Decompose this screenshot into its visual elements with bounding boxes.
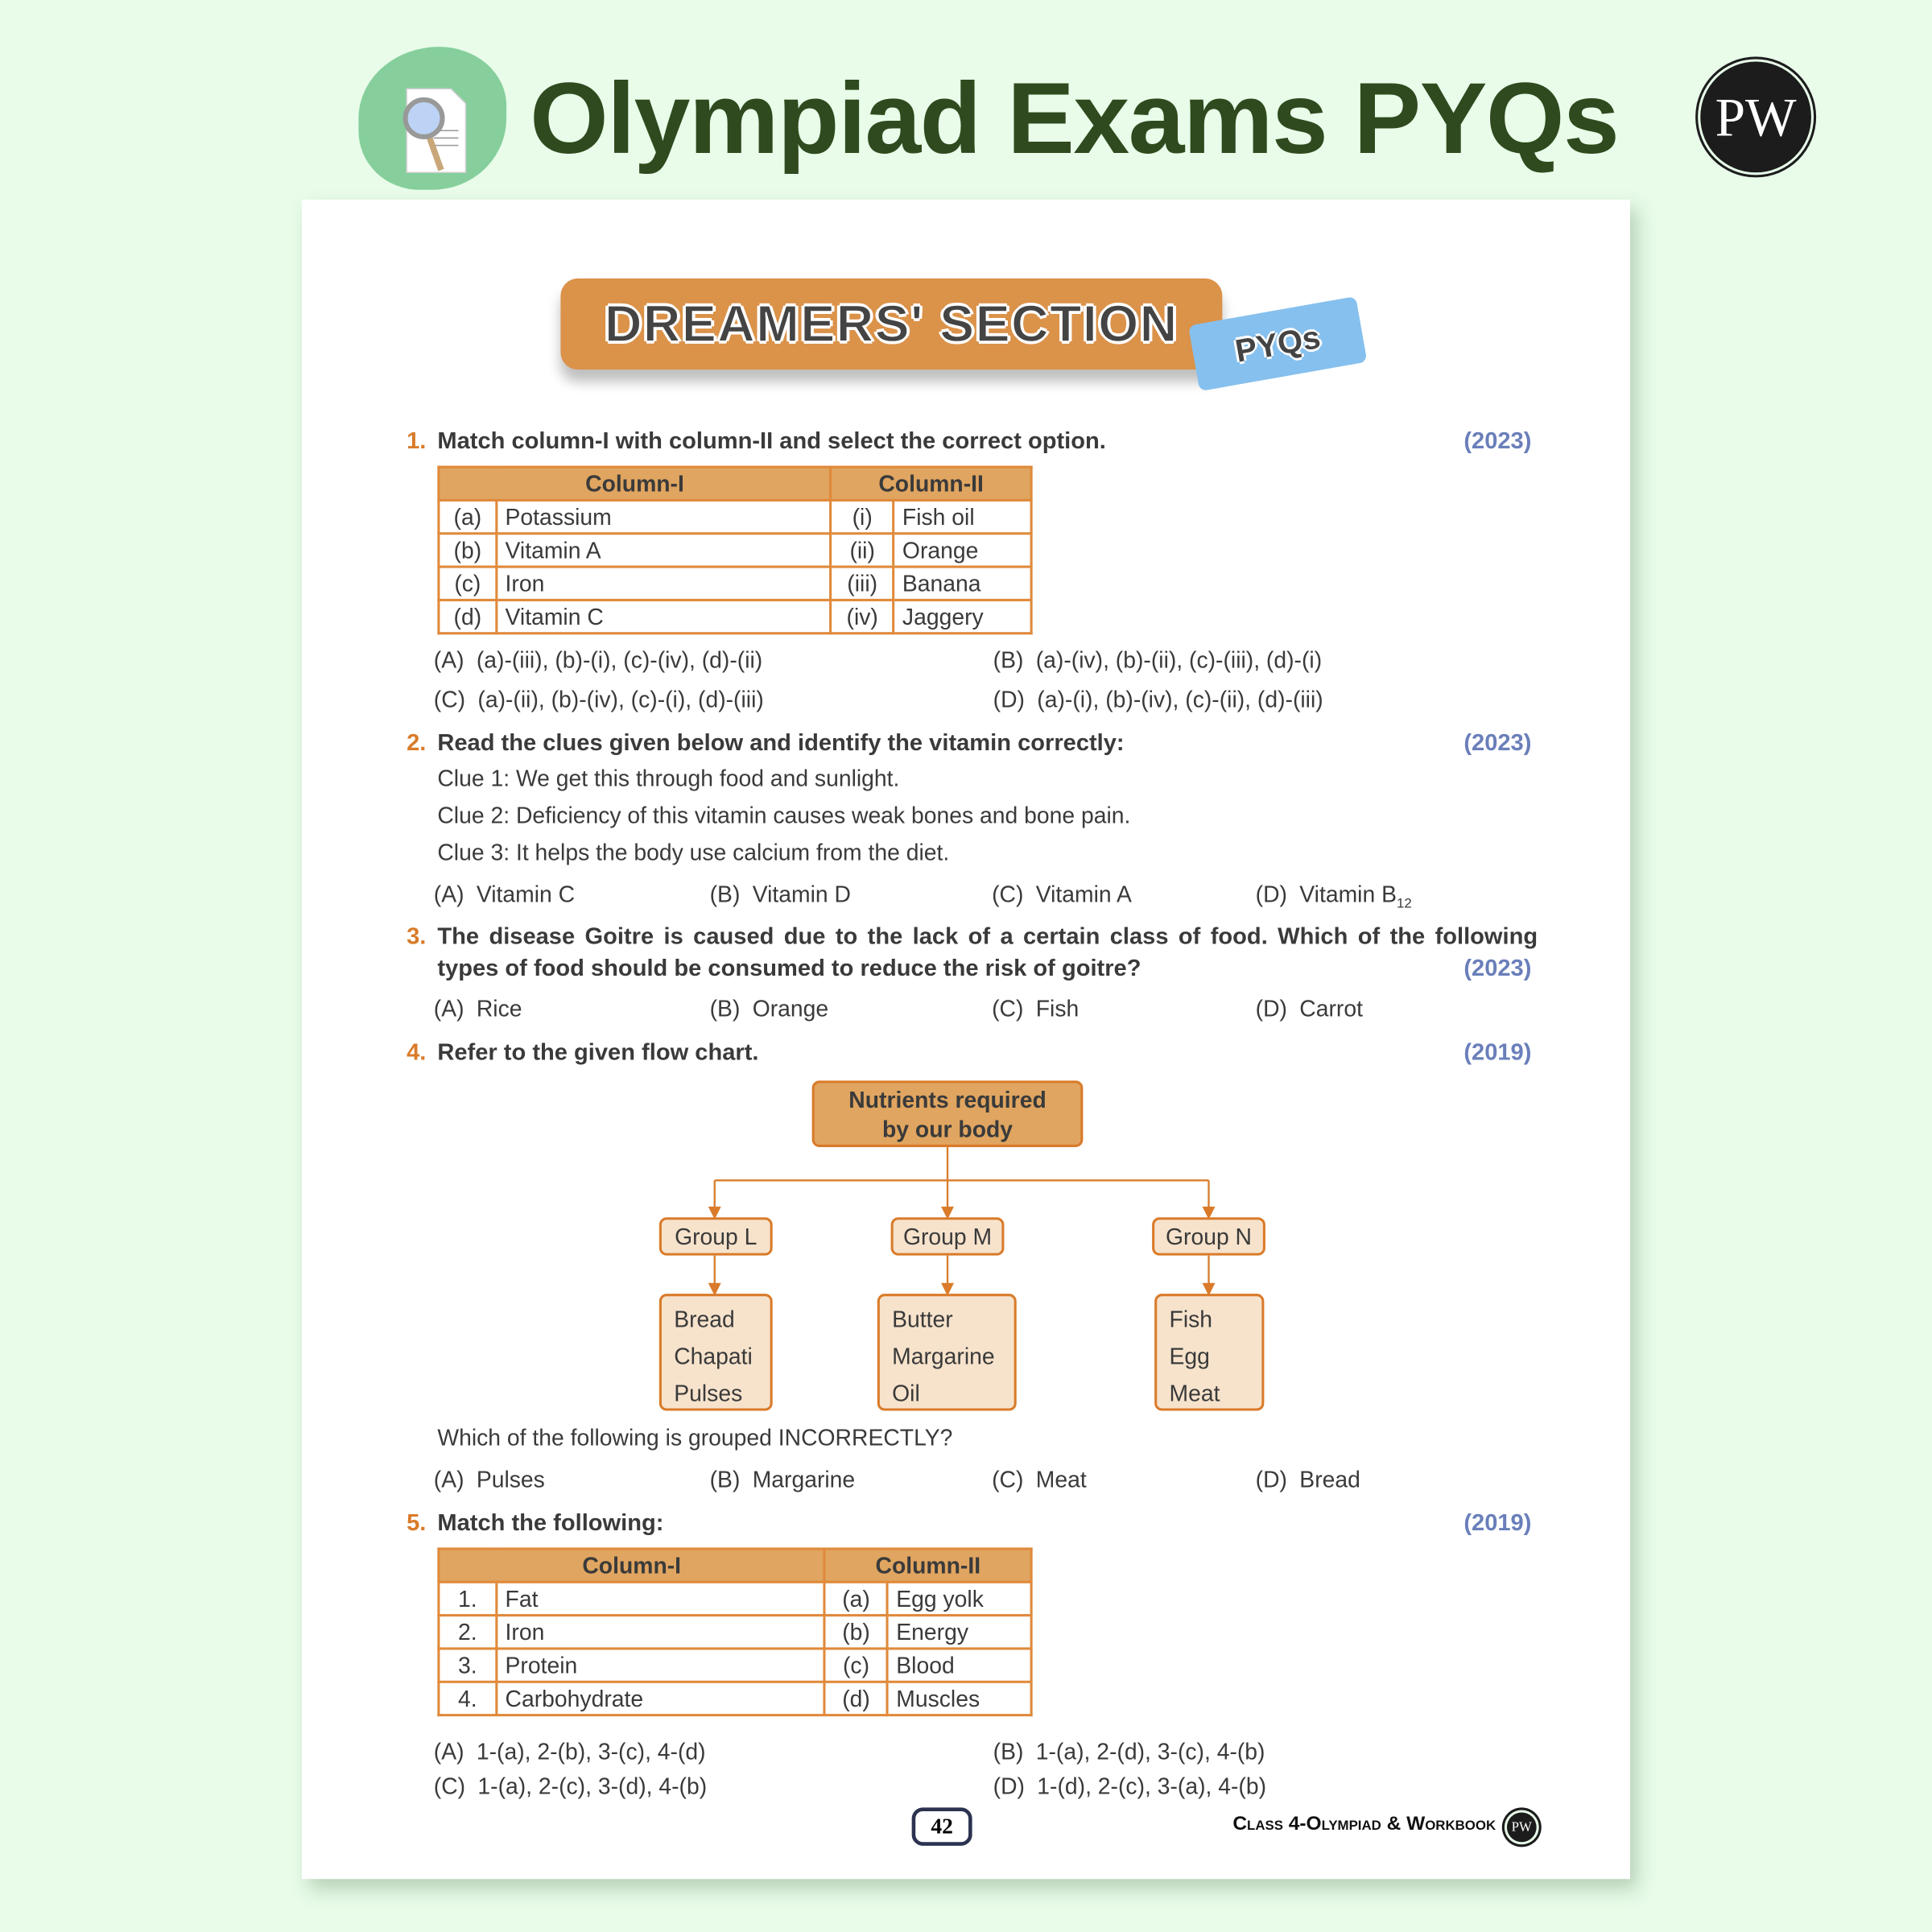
question-year: (2023) (1463, 956, 1532, 982)
table-cell: Potassium (497, 500, 831, 533)
option-c[interactable] (992, 996, 1079, 1023)
option-letter: (C) (992, 881, 1024, 907)
option-text: 1-(a), 2-(c), 3-(d), 4-(b) (477, 1773, 708, 1799)
option-b[interactable] (710, 1466, 856, 1493)
flow-item: Butter (892, 1306, 953, 1332)
option-text: (a)-(ii), (b)-(iv), (c)-(i), (d)-(iii) (477, 686, 764, 712)
option-letter: (A) (433, 646, 464, 673)
table-cell: Egg yolk (888, 1582, 1032, 1615)
option-letter: (A) (433, 1466, 464, 1492)
table-row (439, 500, 1031, 533)
option-letter: (D) (1255, 1466, 1287, 1492)
question-number: 3. (407, 923, 427, 951)
table-cell: Energy (888, 1616, 1032, 1649)
flow-items (1154, 1294, 1264, 1410)
column-header: Column-II (831, 467, 1031, 500)
flow-group: Group M (891, 1217, 1005, 1255)
flow-item: Fish (1169, 1306, 1213, 1332)
book-title: Class 4-Olympiad & Workbook (1232, 1814, 1496, 1835)
option-text: Rice (476, 995, 522, 1022)
question-number: 4. (407, 1039, 427, 1066)
table-cell: (i) (831, 500, 894, 533)
table-row (439, 1649, 1031, 1682)
pw-logo (1700, 62, 1811, 173)
match-table (437, 466, 1032, 635)
option-c[interactable] (992, 1466, 1087, 1493)
option-letter: (A) (433, 1738, 464, 1765)
table-header-row (439, 1549, 1031, 1582)
option-d[interactable] (993, 687, 1323, 714)
option-d[interactable] (1256, 1466, 1360, 1493)
flow-item: Pulses (674, 1380, 743, 1406)
option-text: Bread (1299, 1466, 1360, 1492)
flow-item: Oil (892, 1380, 920, 1406)
question-text: Read the clues given below and identify the vitamin correctly: (437, 730, 1125, 757)
option-b[interactable] (710, 996, 829, 1023)
table-cell: (b) (439, 534, 497, 567)
option-text: Margarine (752, 1466, 856, 1492)
table-cell: (iv) (831, 600, 894, 633)
table-cell: (c) (824, 1649, 887, 1682)
option-letter: (C) (992, 995, 1024, 1022)
table-cell: Muscles (888, 1682, 1032, 1715)
section-banner (560, 279, 1222, 369)
table-cell: (c) (439, 567, 497, 600)
column-header: Column-I (439, 467, 831, 500)
option-text: (a)-(iv), (b)-(ii), (c)-(iii), (d)-(i) (1035, 646, 1323, 673)
question-number: 1. (407, 428, 427, 455)
question-text: types of food should be consumed to reduce the risk of goitre? (437, 956, 1141, 982)
page-number: 42 (912, 1807, 972, 1845)
column-header: Column-I (439, 1549, 825, 1582)
option-letter: (B) (709, 995, 741, 1022)
option-text: Vitamin D (752, 881, 851, 907)
table-cell: (iii) (831, 567, 894, 600)
footer-logo-text: PW (1511, 1819, 1532, 1835)
question-prompt: Which of the following is grouped INCORRECTLY? (437, 1424, 953, 1451)
question-text: Refer to the given flow chart. (437, 1039, 759, 1066)
flow-item: Meat (1169, 1380, 1220, 1406)
table-cell: (ii) (831, 534, 894, 567)
option-letter: (B) (993, 1738, 1024, 1765)
table-cell: Vitamin A (497, 534, 831, 567)
table-cell: (d) (439, 600, 497, 633)
option-text: (a)-(iii), (b)-(i), (c)-(iv), (d)-(ii) (476, 646, 763, 673)
table-cell: Iron (497, 1616, 825, 1649)
table-cell: Carbohydrate (497, 1682, 825, 1715)
subscript: 12 (1396, 896, 1412, 912)
table-row (439, 1582, 1031, 1615)
option-a[interactable] (434, 996, 522, 1023)
option-a[interactable] (434, 1466, 545, 1493)
question-text: Match the following: (437, 1510, 664, 1537)
option-letter: (D) (993, 1773, 1025, 1799)
table-row (439, 567, 1031, 600)
question-year: (2019) (1463, 1510, 1532, 1537)
option-text: Vitamin B (1299, 881, 1397, 907)
clue: Clue 1: We get this through food and sunlight. (437, 765, 900, 791)
table-cell: Iron (497, 567, 831, 600)
option-letter: (A) (433, 995, 464, 1022)
question-year: (2023) (1463, 428, 1532, 455)
option-text: Orange (752, 995, 829, 1022)
option-text: 1-(d), 2-(c), 3-(a), 4-(b) (1037, 1773, 1267, 1799)
flow-item: Bread (674, 1306, 735, 1332)
table-cell: 2. (439, 1616, 497, 1649)
option-text: Carrot (1299, 995, 1363, 1022)
option-d[interactable] (1256, 996, 1363, 1023)
question-text: The disease Goitre is caused due to the lack of a certain class of food. Which of the following (437, 923, 1538, 951)
question-year: (2019) (1463, 1039, 1532, 1066)
option-text: Vitamin A (1035, 881, 1132, 907)
clue: Clue 3: It helps the body use calcium from the diet. (437, 839, 950, 865)
table-row (439, 600, 1031, 633)
table-row (439, 534, 1031, 567)
table-cell: 3. (439, 1649, 497, 1682)
clue: Clue 2: Deficiency of this vitamin causes weak bones and bone pain. (437, 802, 1131, 828)
option-letter: (B) (993, 646, 1024, 673)
document-magnifier-icon (397, 86, 478, 175)
question-number: 2. (407, 730, 427, 757)
table-cell: Blood (888, 1649, 1032, 1682)
table-cell: 4. (439, 1682, 497, 1715)
table-cell: (a) (824, 1582, 887, 1615)
option-a[interactable] (434, 1739, 706, 1766)
flow-root (812, 1080, 1084, 1147)
table-cell: 1. (439, 1582, 497, 1615)
question-text: Match column-I with column-II and select the correct option. (437, 428, 1106, 455)
option-c[interactable] (992, 881, 1132, 908)
table-cell: Fish oil (894, 500, 1031, 533)
option-text: Meat (1035, 1466, 1087, 1492)
banner-title: DREAMERS' SECTION (604, 294, 1179, 353)
option-text: 1-(a), 2-(b), 3-(c), 4-(d) (476, 1738, 706, 1765)
option-letter: (B) (709, 881, 741, 907)
flow-items (877, 1294, 1017, 1410)
option-letter: (D) (1255, 881, 1287, 907)
option-text: 1-(a), 2-(d), 3-(c), 4-(b) (1035, 1738, 1265, 1765)
flow-group: Group N (1152, 1217, 1265, 1255)
option-b[interactable] (710, 881, 851, 908)
flowchart-connectors (0, 0, 2, 2)
table-cell: (a) (439, 500, 497, 533)
match-table (437, 1547, 1032, 1716)
flow-item: Chapati (674, 1343, 753, 1369)
option-c[interactable] (434, 1773, 707, 1801)
table-cell: (d) (824, 1682, 887, 1715)
table-row (439, 1616, 1031, 1649)
option-b[interactable] (993, 1739, 1265, 1766)
option-text: Vitamin C (476, 881, 576, 907)
option-text: Fish (1035, 995, 1080, 1022)
option-a[interactable] (434, 647, 762, 675)
logo-text: PW (1715, 86, 1797, 147)
flow-item: Margarine (892, 1343, 995, 1369)
option-letter: (C) (433, 1773, 466, 1799)
table-cell: Fat (497, 1582, 825, 1615)
option-letter: (C) (992, 1466, 1024, 1492)
table-header-row (439, 467, 1031, 500)
question-year: (2023) (1463, 730, 1532, 757)
option-letter: (D) (993, 686, 1025, 712)
option-a[interactable] (434, 881, 575, 908)
question-number: 5. (407, 1510, 427, 1537)
page-title: Olympiad Exams PYQs (530, 63, 1619, 175)
option-letter: (B) (709, 1466, 741, 1492)
table-row (439, 1682, 1031, 1715)
option-letter: (D) (1255, 995, 1287, 1022)
option-text: Pulses (476, 1466, 545, 1492)
option-letter: (C) (433, 686, 466, 712)
flow-item: Egg (1169, 1343, 1210, 1369)
table-cell: Jaggery (894, 600, 1031, 633)
option-text: (a)-(i), (b)-(iv), (c)-(ii), (d)-(iii) (1037, 686, 1323, 712)
table-cell: Vitamin C (497, 600, 831, 633)
table-cell: (b) (824, 1616, 887, 1649)
option-letter: (A) (433, 881, 464, 907)
flow-root-line1: Nutrients required (848, 1086, 1046, 1113)
footer-logo (1507, 1813, 1537, 1843)
option-d[interactable] (993, 1773, 1266, 1801)
column-header: Column-II (824, 1549, 1031, 1582)
option-c[interactable] (434, 687, 764, 714)
tag-text: PYQs (1232, 317, 1323, 369)
option-b[interactable] (993, 647, 1322, 675)
table-cell: Banana (894, 567, 1031, 600)
flow-group: Group L (659, 1217, 773, 1255)
flow-items (659, 1294, 773, 1410)
table-cell: Protein (497, 1649, 825, 1682)
option-d[interactable] (1256, 881, 1412, 911)
flow-root-line2: by our body (882, 1116, 1013, 1142)
table-cell: Orange (894, 534, 1031, 567)
